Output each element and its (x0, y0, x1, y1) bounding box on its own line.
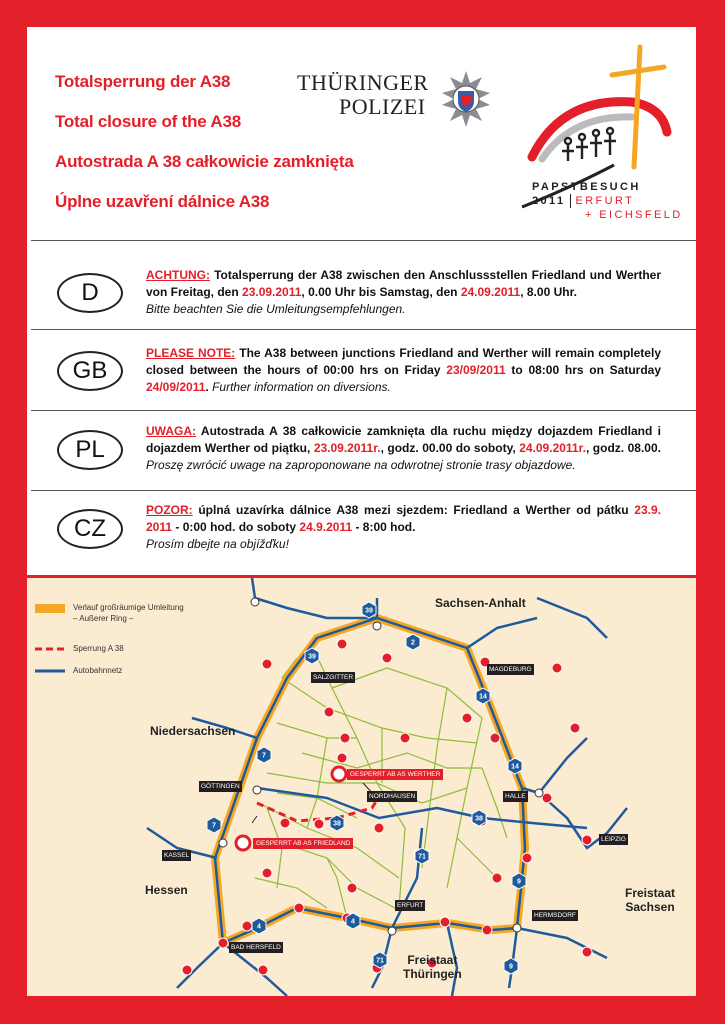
autobahn-shield-number: 71 (418, 853, 426, 861)
papst-city1: ERFURT (575, 195, 635, 207)
autobahn-shield (330, 815, 344, 831)
notice-hint: Prosím dbejte na objížďku! (146, 537, 289, 551)
police-logo (297, 71, 429, 119)
notice-label: PLEASE NOTE: (146, 346, 236, 360)
region-sachsen (625, 886, 675, 914)
autobahn-shield-number: 71 (376, 957, 384, 965)
notice-pl (146, 423, 661, 474)
notice-date: 24/09/2011 (146, 380, 206, 394)
notice-text: úplná uzavírka dálnice A38 mezi sjezdem: Friedland a Werther od pátku (192, 503, 635, 517)
country-badge-cz: CZ (57, 509, 123, 549)
title-pl: Autostrada A 38 całkowicie zamknięta (55, 152, 354, 171)
map-graphic (27, 578, 696, 996)
autobahn-shield-number: 38 (333, 820, 341, 828)
notice-text: Autostrada A 38 całkowicie zamknięta dla ruchu między dojazdem Friedland i dojazdem Werther od piątku, (146, 424, 661, 455)
country-badge-d: D (57, 273, 123, 313)
legend-detour-sublabel: – Außerer Ring – (73, 614, 134, 623)
autobahn-shield (373, 952, 387, 968)
notice-label: POZOR: (146, 503, 193, 517)
detour-map (27, 578, 696, 996)
city-nordhausen: NORDHAUSEN (369, 793, 416, 800)
city-bad-hersfeld: BAD HERSFELD (231, 944, 281, 951)
autobahn-shield-number: 7 (262, 752, 266, 760)
notice-hint: Further information on diversions. (208, 380, 391, 394)
city-halle: HALLE (505, 793, 526, 800)
region-niedersachsen: Niedersachsen (150, 724, 236, 738)
closure-label-friedland: GESPERRT AB AS FRIEDLAND (253, 838, 353, 849)
papst-title: PAPSTBESUCH (532, 181, 641, 193)
city-salzgitter: SALZGITTER (313, 674, 354, 681)
divider (31, 410, 696, 411)
autobahn-shield (252, 918, 266, 934)
secondary-roads (255, 646, 507, 918)
city-leipzig: LEIPZIG (601, 836, 626, 843)
legend-network-label: Autobahnnetz (73, 666, 123, 675)
autobahn-shield (207, 817, 221, 833)
autobahn-shield (362, 602, 376, 618)
notice-text: , godz. 08.00. (585, 441, 661, 455)
autobahn-shield-number: 9 (517, 878, 521, 886)
autobahn-shield-number: 9 (509, 963, 513, 971)
legend-detour-swatch (35, 604, 65, 613)
region-sachsen-line2: Sachsen (625, 900, 675, 914)
police-name-line2: POLIZEI (339, 94, 426, 119)
notice-hint: Bitte beachten Sie die Umleitungsempfehlungen. (146, 302, 406, 316)
country-badge-gb: GB (57, 351, 123, 391)
notice-text: The A38 between junctions Friedland and Werther will remain completely closed between the hours of 00:00 hrs on Friday (146, 346, 661, 377)
region-hessen: Hessen (145, 883, 188, 897)
autobahn-shield-number: 7 (212, 822, 216, 830)
closure-marker-friedland (236, 836, 250, 850)
notice-hint: Proszę zwrócić uwage na zaproponowane na odwrotnej stronie trasy objazdowe. (146, 458, 576, 472)
closure-label-werther: GESPERRT AB AS WERTHER (347, 769, 443, 780)
autobahn-shield-number: 4 (351, 918, 355, 926)
autobahn-shield (406, 634, 420, 650)
legend-detour-label: Verlauf großräumige Umleitung (73, 603, 184, 612)
autobahn-shield (472, 810, 486, 826)
notice-en (146, 345, 661, 396)
notice-text: , 8.00 Uhr. (520, 285, 577, 299)
divider (31, 490, 696, 491)
autobahn-shield-number: 14 (511, 763, 519, 771)
papstbesuch-text (532, 180, 683, 222)
papst-year: 2011 (532, 194, 571, 208)
autobahn-shield-number: 14 (479, 693, 487, 701)
legend-detour (73, 602, 184, 624)
city-goettingen: GÖTTINGEN (201, 783, 240, 790)
notice-text: , 0.00 Uhr bis Samstag, den (301, 285, 461, 299)
region-sachsen-anhalt: Sachsen-Anhalt (435, 596, 526, 610)
city-kassel: KASSEL (164, 852, 190, 859)
autobahn-shield (476, 688, 490, 704)
title-de: Totalsperrung der A38 (55, 72, 231, 91)
pointer-line (252, 816, 257, 823)
notice-sheet (27, 27, 696, 575)
notice-text: . (205, 380, 209, 394)
notice-label: ACHTUNG: (146, 268, 210, 282)
region-sachsen-line1: Freistaat (625, 886, 676, 900)
notice-date: 23.09.2011 (242, 285, 302, 299)
autobahn-shield (504, 958, 518, 974)
country-badge-pl: PL (57, 430, 123, 470)
autobahn-shield (257, 747, 271, 763)
notice-label: UWAGA: (146, 424, 196, 438)
notice-cz (146, 502, 661, 553)
city-magdeburg: MAGDEBURG (489, 666, 532, 673)
city-erfurt: ERFURT (397, 902, 424, 909)
divider (31, 329, 696, 330)
autobahn-shield (415, 848, 429, 864)
closure-marker-werther (332, 767, 346, 781)
police-name-line1: THÜRINGER (297, 70, 429, 95)
notice-date: 24.09.2011r. (519, 441, 586, 455)
autobahn-shield-number: 38 (475, 815, 483, 823)
notice-text: - 0:00 hod. do soboty (172, 520, 300, 534)
notice-text: Totalsperrung der A38 zwischen den Anschlussstellen Friedland und Werther von Freitag, den (146, 268, 661, 299)
notice-date: 24.09.2011 (460, 285, 521, 299)
notice-date: 23/09/2011 (446, 363, 506, 377)
autobahn-shield (346, 913, 360, 929)
notice-date: 24.9.2011 (299, 520, 353, 534)
divider (31, 240, 696, 241)
autobahn-shield-number: 39 (308, 653, 316, 661)
city-hermsdorf: HERMSDORF (534, 912, 576, 919)
autobahn-shield-number: 2 (411, 639, 415, 647)
region-thueringen-line1: Freistaat (407, 953, 458, 967)
notice-text: to 08:00 hrs on Saturday (505, 363, 662, 377)
notice-text: - 8:00 hod. (352, 520, 416, 534)
notice-de (146, 267, 661, 318)
autobahn-shield (305, 648, 319, 664)
autobahn-shield (508, 758, 522, 774)
autobahn-shield (512, 873, 526, 889)
legend-closure-label: Sperrung A 38 (73, 644, 124, 653)
autobahn-shield-number: 39 (365, 607, 373, 615)
notice-date: 23.09.2011r. (313, 441, 381, 455)
notice-date: 23.9. 2011 (146, 503, 661, 534)
notice-text: , godz. 00.00 do soboty, (380, 441, 520, 455)
region-thueringen (403, 953, 462, 981)
autobahn-shield-number: 4 (257, 923, 261, 931)
interchange-dots (219, 598, 543, 935)
papst-city2: + EICHSFELD (585, 209, 683, 221)
title-en: Total closure of the A38 (55, 112, 242, 131)
police-star-icon (442, 71, 490, 127)
region-thueringen-line2: Thüringen (403, 967, 462, 981)
title-cz: Úplne uzavření dálnice A38 (55, 192, 270, 211)
